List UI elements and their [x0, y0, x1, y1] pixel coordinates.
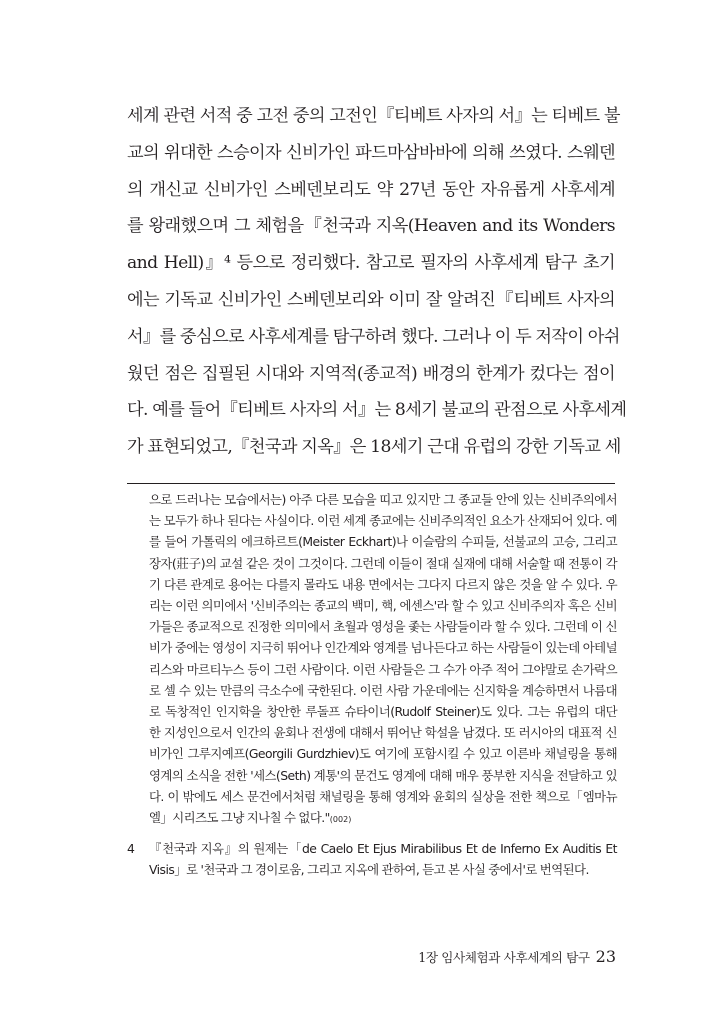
footnote-line: 영계의 소식을 전한 '세스(Seth) 계통'의 문건도 영계에 대해 매우 풍부한 지식을 전달하고 있 [149, 767, 617, 783]
footnotes [127, 489, 617, 881]
footnote-divider [127, 483, 615, 484]
body-line: 서』를 중심으로 사후세계를 탐구하려 했다. 그러나 이 두 저작이 아쉬 [127, 326, 620, 347]
footnote-line [127, 838, 617, 859]
body-line: 의 개신교 신비가인 스베덴보리도 약 27년 동안 자유롭게 사후세계 [127, 179, 615, 200]
footnote-line [127, 807, 617, 830]
body-line: 에는 기독교 신비가인 스베덴보리와 이미 잘 알려진『티베트 사자의 [127, 289, 615, 310]
footnote-line: 가들은 종교적으로 진정한 의미에서 초월과 영성을 좇는 사람들이라 할 수 있다. 그런데 이 신 [149, 619, 617, 635]
footnote-line-text: 엘」시리즈도 그냥 지나칠 수 없다." [149, 810, 330, 826]
footnote-line: 리는 이런 의미에서 '신비주의는 종교의 백미, 핵, 에센스'라 할 수 있고 신비주의자 혹은 신비 [149, 598, 617, 614]
body-line: 교의 위대한 스승이자 신비가인 파드마삼바바에 의해 쓰였다. 스웨덴 [127, 142, 615, 163]
body-line: 세계 관련 서적 중 고전 중의 고전인『티베트 사자의 서』는 티베트 불 [127, 106, 620, 126]
footnote-4 [127, 838, 617, 880]
footnote-line: 는 모두가 하나 된다는 사실이다. 이런 세계 종교에는 신비주의적인 요소가 산재되어 있다. 예 [149, 513, 617, 529]
footnote-line: 장자(莊子)의 교설 같은 것이 그것이다. 그런데 이들이 절대 실재에 대해 서술할 때 전통이 각 [149, 555, 617, 571]
footnote-line: 으로 드러나는 모습에서는) 아주 다른 모습을 띠고 있지만 그 종교들 안에 있는 신비주의에서 [149, 492, 617, 507]
body-line: 를 왕래했으며 그 체험을『천국과 지옥(Heaven and its Wonders [127, 216, 615, 237]
footnote-line: 로 셀 수 있는 만큼의 극소수에 국한된다. 이런 사람 가운데에는 신지학을 계승하면서 나름대 [149, 682, 617, 698]
body-line: 다. 예를 들어『티베트 사자의 서』는 8세기 불교의 관점으로 사후세계 [127, 400, 627, 421]
footnote-line: 비가 중에는 영성이 지극히 뛰어나 인간계와 영계를 넘나든다고 하는 사람들이 있는데 아테널 [149, 640, 617, 656]
body-line: 웠던 점은 집필된 시대와 지역적(종교적) 배경의 한계가 컸다는 점이 [127, 363, 615, 384]
footnote-line: 기 다른 관계로 용어는 다를지 몰라도 내용 면에서는 그다지 다르지 않은 것을 알 수 있다. 우 [149, 576, 617, 592]
running-footer [418, 947, 616, 966]
footnote-continuation [127, 489, 617, 830]
body-text [127, 98, 627, 466]
footnote-line: 로 독창적인 인지학을 창안한 루돌프 슈타이너(Rudolf Steiner)도 있다. 그는 유럽의 대단 [149, 704, 617, 720]
footnote-line: 비가인 그루지예프(Georgili Gurdzhiev)도 여기에 포함시킬 수 있고 이른바 채널링을 통해 [149, 746, 617, 762]
footnote-line: 한 지성인으로서 인간의 윤회나 전생에 대해서 뛰어난 학설을 남겼다. 또 러시아의 대표적 신 [149, 725, 617, 741]
footnote-line-text: 『천국과 지옥』의 원제는「de Caelo Et Ejus Mirabilibus Et de Inferno Ex Auditis Et [149, 841, 617, 857]
body-line: 가 표현되었고,『천국과 지옥』은 18세기 근대 유럽의 강한 기독교 세 [127, 437, 621, 458]
footnote-number: 4 [127, 841, 135, 857]
page-number: 23 [595, 947, 616, 966]
footnote-line: 리스와 마르티누스 등이 그런 사람이다. 이런 사람들은 그 수가 아주 적어 그야말로 손가락으 [149, 661, 617, 677]
footnote-line: Visis」로 '천국과 그 경이로움, 그리고 지옥에 관하여, 듣고 본 사실 중에서'로 번역된다. [149, 862, 589, 878]
footnote-line: 를 들어 가톨릭의 에크하르트(Meister Eckhart)나 이슬람의 수피들, 선불교의 고승, 그리고 [149, 534, 617, 550]
citation-marker: (002) [329, 815, 352, 825]
body-line: and Hell)』⁴ 등으로 정리했다. 참고로 필자의 사후세계 탐구 초기 [127, 253, 615, 274]
chapter-title: 1장 임사체험과 사후세계의 탐구 [418, 950, 590, 965]
footnote-line: 다. 이 밖에도 세스 문건에서처럼 채널링을 통해 영계와 윤회의 실상을 전한 책으로「엠마뉴 [149, 788, 617, 804]
